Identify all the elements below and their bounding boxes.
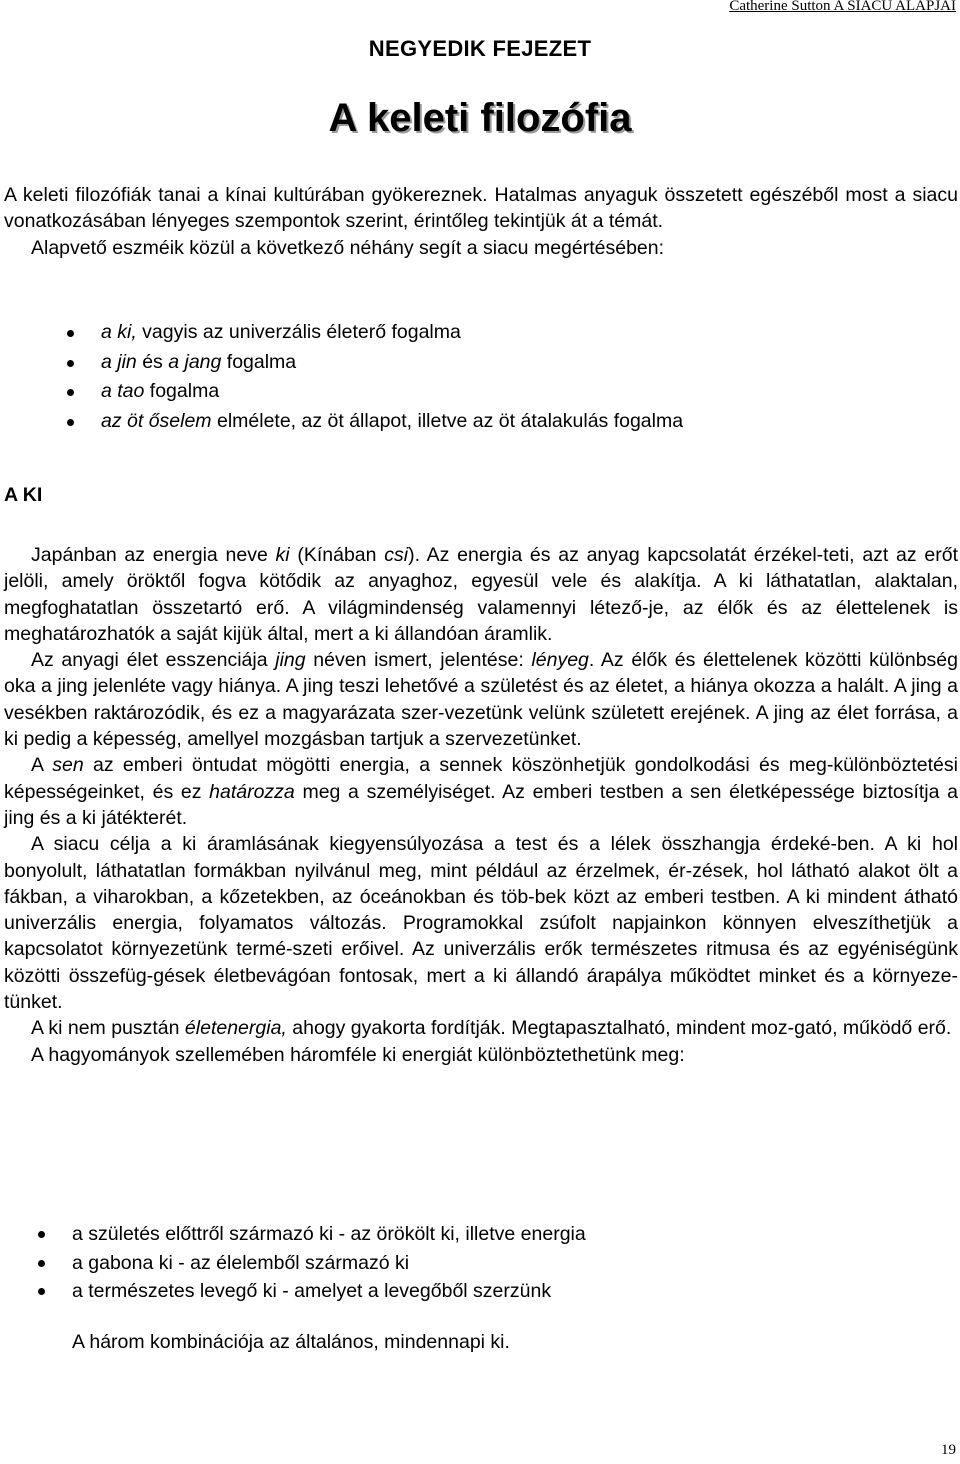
intro-lead-paragraph: Alapvető eszméik közül a következő néhány segít a siacu megértésében: xyxy=(31,236,665,259)
bullet-icon xyxy=(67,419,74,426)
body-paragraph: Az anyagi élet esszenciája jing néven ismert, jelentése: lényeg. Az élők és élettelenek közötti különbség oka a jing jelenléte vagy hiánya. A jing teszi lehetővé a születést és az életet, a hiánya okozza a halált. A jing a vesékben raktározódik, és ez a magyarázata szer-vezetünk velünk született erejének. A jing az élet forrása, a ki pedig a képesség, amellyel mozgásban tartjuk a szervezetünket. xyxy=(4,649,958,751)
intro-section xyxy=(4,182,958,261)
list-item: a tao fogalma xyxy=(0,377,960,407)
list-item: a ki, vagyis az univerzális életerő fogalma xyxy=(0,318,960,348)
ki-section-body xyxy=(4,542,958,1068)
bullet-icon xyxy=(38,1288,45,1295)
closing-sentence: A három kombinációja az általános, mindennapi ki. xyxy=(72,1331,510,1353)
list-item: a gabona ki - az élelemből származó ki xyxy=(0,1249,960,1278)
body-paragraph: A ki nem pusztán életenergia, ahogy gyakorta fordítják. Megtapasztalható, mindent moz-gató, működő erő. xyxy=(31,1017,952,1040)
chapter-title: A keleti filozófia xyxy=(328,96,632,140)
body-paragraph: A hagyományok szellemében háromféle ki energiát különböztethetünk meg: xyxy=(31,1043,685,1066)
bullet-icon xyxy=(38,1231,45,1238)
list-item: a születés előttről származó ki - az örökölt ki, illetve energia xyxy=(0,1220,960,1249)
bullet-icon xyxy=(67,360,74,367)
bullet-icon xyxy=(67,389,74,396)
page-number: 19 xyxy=(941,1442,956,1458)
concept-list xyxy=(0,318,960,436)
section-heading: A KI xyxy=(4,484,43,506)
list-item: az öt őselem elmélete, az öt állapot, illetve az öt átalakulás fogalma xyxy=(0,407,960,437)
bullet-icon xyxy=(67,330,74,337)
body-paragraph: A sen az emberi öntudat mögötti energia, a sennek köszönhetjük gondolkodási és meg-különböztetési képességeinket, és ez határozza meg a személyiséget. Az emberi testben a sen életképessége biztosítja a jing és a ki játékterét. xyxy=(4,754,959,829)
list-item: a természetes levegő ki - amelyet a levegőből szerzünk xyxy=(0,1277,960,1306)
bullet-icon xyxy=(38,1260,45,1267)
body-paragraph: Japánban az energia neve ki (Kínában csi). Az energia és az anyag kapcsolatát érzékel-teti, azt az erőt jelöli, amely öröktől fogva kötődik az anyaghoz, egyesül vele és alakítja. A ki láthatatlan, alaktalan, megfoghatatlan összetartó erő. A világmindenség valamennyi létező-je, az élők és az élettelenek is meghatározhatók a saját kijük által, mert a ki állandóan áramlik. xyxy=(4,544,958,645)
ki-types-list xyxy=(0,1220,960,1306)
running-head: Catherine Sutton A SIACU ALAPJAI xyxy=(729,0,956,14)
intro-paragraph: A keleti filozófiák tanai a kínai kultúrában gyökereznek. Hatalmas anyaguk összetett egészéből most a siacu vonatkozásában lényeges szempontok szerint, érintőleg tekintjük át a témát. xyxy=(4,184,958,233)
chapter-label: NEGYEDIK FEJEZET xyxy=(368,36,592,61)
list-item: a jin és a jang fogalma xyxy=(0,348,960,378)
body-paragraph: A siacu célja a ki áramlásának kiegyensúlyozása a test és a lélek összhangja érdeké-ben. A ki hol bonyolult, láthatatlan formákban nyilvánul meg, mint például az érzelmek, ér-zések, hol látható alakot ölt a fákban, a viharokban, a kőzetekben, az óceánokban és töb-bek közt az emberi testben. A ki mindent átható univerzális energia, folyamatos változás. Programokkal zsúfolt napjainkon könnyen elveszíthetjük a kapcsolatot környezetünk termé-szeti erőivel. Az univerzális erők természetes ritmusa és az egyéniségünk közötti összefüg-gések életbevágóan fontosak, mert a ki állandó árapálya működtet minket és a környeze-tünket. xyxy=(4,833,958,1014)
